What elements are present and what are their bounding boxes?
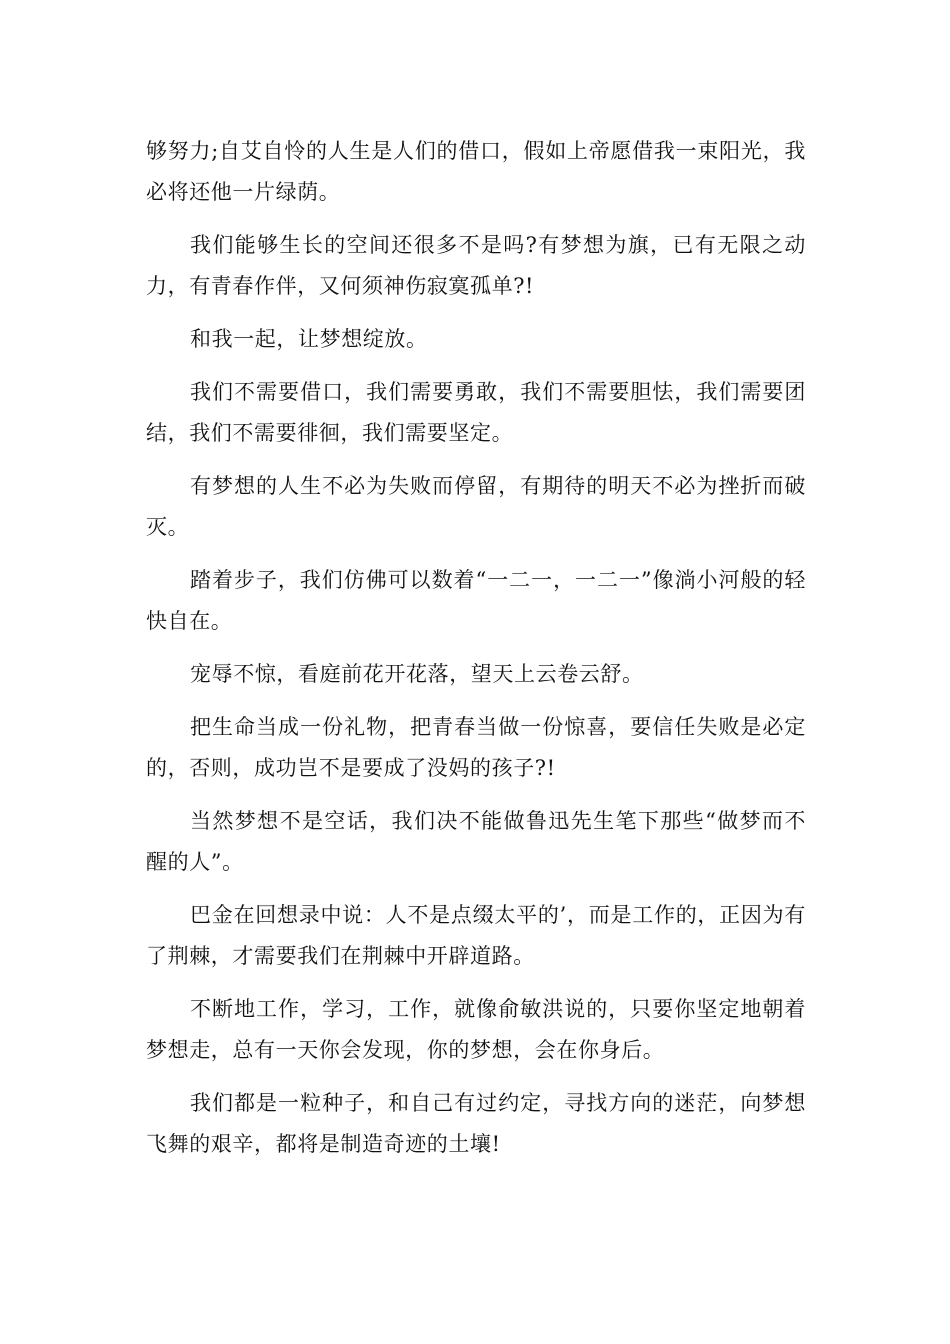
paragraph-12: 我们都是一粒种子，和自己有过约定，寻找方向的迷茫，向梦想飞舞的艰辛，都将是制造奇迹的土壤!	[146, 1091, 806, 1156]
paragraph-2: 我们能够生长的空间还很多不是吗?有梦想为旗，已有无限之动力，有青春作伴，又何须神伤寂寞孤单?!	[146, 233, 806, 298]
paragraph-1: 够努力;自艾自怜的人生是人们的借口，假如上帝愿借我一束阳光，我必将还他一片绿荫。	[146, 139, 806, 204]
paragraph-3: 和我一起，让梦想绽放。	[190, 327, 428, 351]
paragraph-9: 当然梦想不是空话，我们决不能做鲁迅先生笔下那些“做梦而不醒的人”。	[146, 809, 806, 874]
document-body	[146, 131, 806, 1165]
paragraph-7: 宠辱不惊，看庭前花开花落，望天上云卷云舒。	[190, 662, 644, 686]
paragraph-5: 有梦想的人生不必为失败而停留，有期待的明天不必为挫折而破灭。	[146, 474, 806, 539]
paragraph-11: 不断地工作，学习，工作，就像俞敏洪说的，只要你坚定地朝着梦想走，总有一天你会发现，你的梦想，会在你身后。	[146, 997, 806, 1062]
paragraph-4: 我们不需要借口，我们需要勇敢，我们不需要胆怯，我们需要团结，我们不需要徘徊，我们需要坚定。	[146, 380, 806, 445]
paragraph-6: 踏着步子，我们仿佛可以数着“一二一，一二一”像淌小河般的轻快自在。	[146, 568, 806, 633]
paragraph-8: 把生命当成一份礼物，把青春当做一份惊喜，要信任失败是必定的，否则，成功岂不是要成了没妈的孩子?!	[146, 715, 806, 780]
paragraph-10: 巴金在回想录中说：人不是点缀太平的’，而是工作的，正因为有了荆棘，才需要我们在荆棘中开辟道路。	[146, 903, 806, 968]
